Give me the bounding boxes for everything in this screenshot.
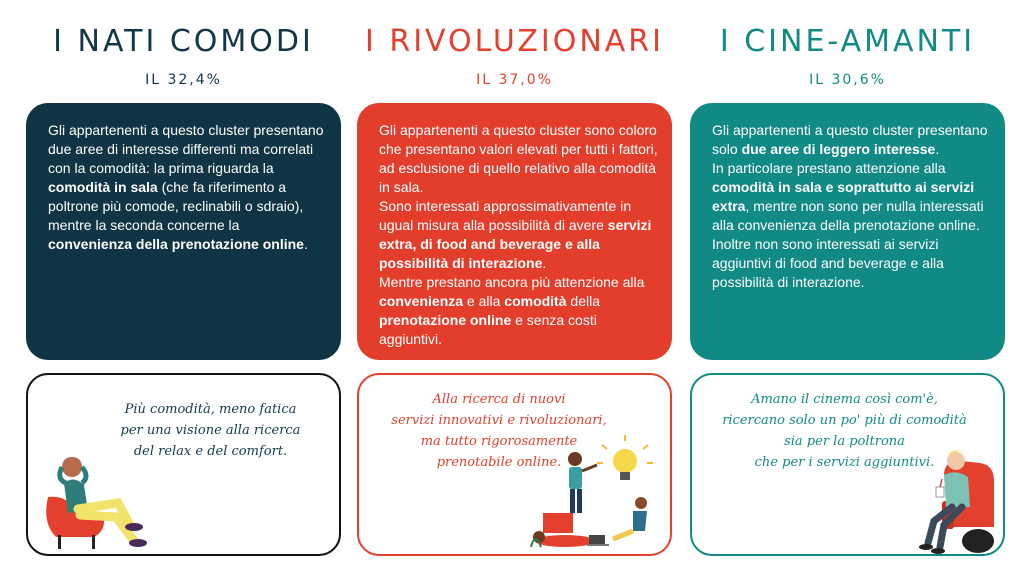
description-text: Gli appartenenti a questo cluster presentano due aree di interesse differenti ma correlati con la comodità: la prima riguarda la xyxy=(48,122,324,176)
quote-line: ricercano solo un po' più di comodità xyxy=(722,413,967,428)
cluster-description-card xyxy=(690,103,1005,360)
person-in-armchair-illustration xyxy=(34,445,154,555)
cluster-cine-amanti xyxy=(690,0,1005,575)
description-text: . xyxy=(303,236,308,252)
cluster-nati-comodi xyxy=(26,0,341,575)
cluster-quote-card xyxy=(690,373,1005,556)
cluster-percentage: IL 30,6% xyxy=(809,72,886,88)
description-text: e senza costi aggiuntivi. xyxy=(379,312,597,347)
description-highlight: comodità in sala xyxy=(48,179,158,195)
quote-line: Più comodità, meno fatica xyxy=(124,402,297,417)
cluster-rivoluzionari xyxy=(357,0,672,575)
cluster-title: I NATI COMODI xyxy=(53,24,314,59)
description-text: (che fa riferimento a poltrone più comode, reclinabili o sdraio), mentre la seconda concerne la xyxy=(48,179,304,233)
description-highlight: convenienza della prenotazione online xyxy=(48,236,304,252)
description-highlight: comodità xyxy=(504,293,567,309)
quote-line: per una visione alla ricerca xyxy=(120,423,301,438)
cluster-description xyxy=(48,121,327,254)
description-highlight: servizi extra, di food and beverage e alla possibilità di interazione xyxy=(379,217,652,271)
description-text: . xyxy=(542,255,547,271)
cluster-description xyxy=(712,121,991,292)
cluster-percentage: IL 37,0% xyxy=(476,72,553,88)
cluster-title: I CINE-AMANTI xyxy=(719,24,976,59)
description-text: Inoltre non sono interessati ai servizi aggiuntivi di food and beverage e alla possibilità di interazione. xyxy=(712,236,944,290)
description-highlight: due aree di leggero interesse xyxy=(741,141,936,157)
quote-line: servizi innovativi e rivoluzionari, xyxy=(391,413,607,428)
quote-line: Alla ricerca di nuovi xyxy=(432,392,566,407)
quote-line: prenotabile online. xyxy=(436,455,562,470)
cluster-description xyxy=(379,121,658,349)
cluster-description-card xyxy=(26,103,341,360)
description-text: , mentre non sono per nulla interessati alla convenienza della prenotazione online. xyxy=(712,198,984,233)
quote-line: Amano il cinema così com'è, xyxy=(751,392,938,407)
cluster-title: I RIVOLUZIONARI xyxy=(364,24,664,59)
quote-line: ma tutto rigorosamente xyxy=(420,434,578,449)
quote-line: che per i servizi aggiuntivi. xyxy=(754,455,935,470)
description-highlight: prenotazione online xyxy=(379,312,512,328)
people-with-lightbulb-illustration xyxy=(529,435,669,553)
description-highlight: comodità in sala e soprattutto ai servizi extra xyxy=(712,179,975,214)
description-text: Mentre prestano ancora più attenzione alla xyxy=(379,274,645,290)
description-text: Sono interessati approssimativamente in ugual misura alla possibilità di avere xyxy=(379,198,632,233)
description-text: In particolare prestano attenzione alla xyxy=(712,160,946,176)
quote-line: del relax e del comfort. xyxy=(133,444,288,459)
person-in-cinema-seat-illustration xyxy=(914,443,1004,555)
cluster-quote-card xyxy=(357,373,672,556)
description-highlight: convenienza xyxy=(379,293,464,309)
description-text: della xyxy=(566,293,600,309)
description-text: Gli appartenenti a questo cluster sono coloro che presentano valori elevati per tutti i fattori, ad esclusione di quello relativo alla comodità in sala. xyxy=(379,122,658,195)
cluster-quote-card xyxy=(26,373,341,556)
quote-line: sia per la poltrona xyxy=(784,434,905,449)
description-text: . xyxy=(935,141,940,157)
description-text: e alla xyxy=(463,293,505,309)
description-text: Gli appartenenti a questo cluster presentano solo xyxy=(712,122,988,157)
cluster-description-card xyxy=(357,103,672,360)
cluster-percentage: IL 32,4% xyxy=(145,72,222,88)
